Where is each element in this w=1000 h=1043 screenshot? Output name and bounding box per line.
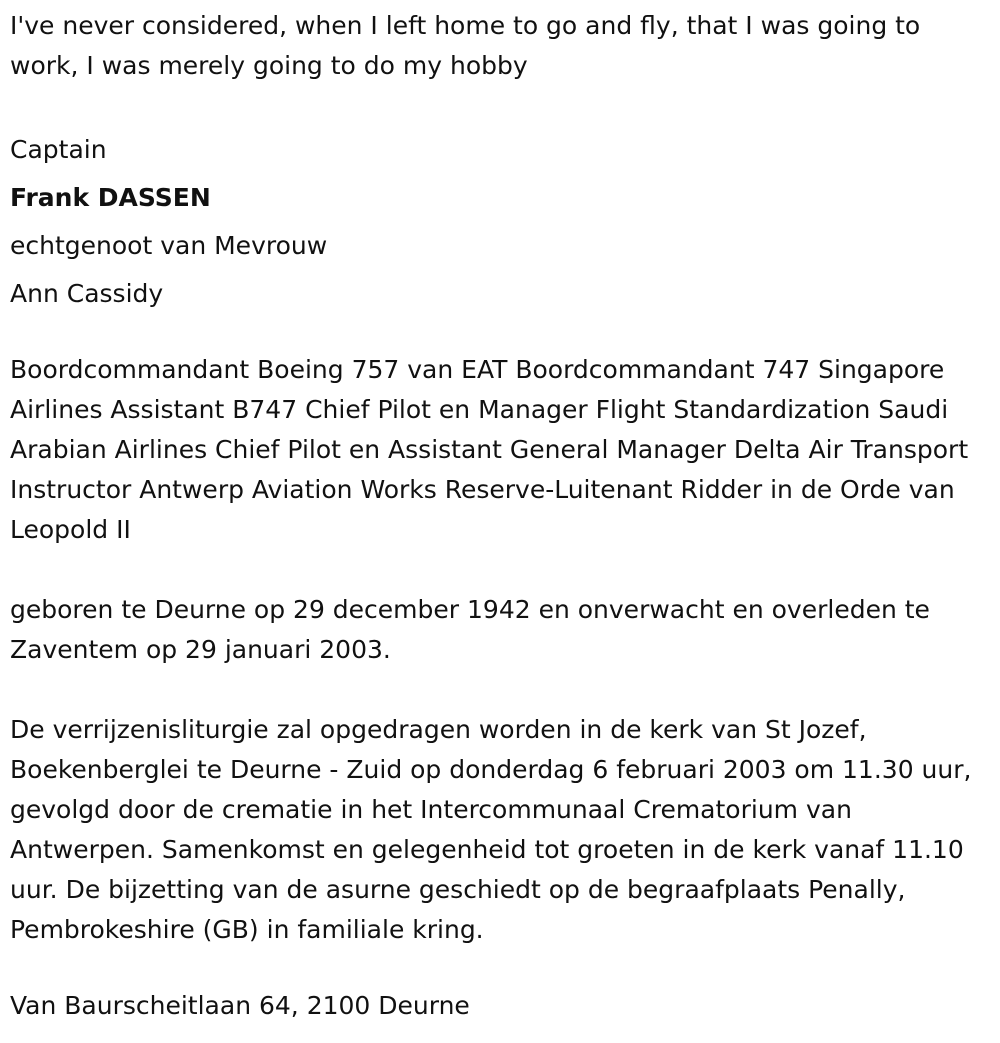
deceased-name: Frank DASSEN <box>10 183 211 212</box>
address-text: Van Baurscheitlaan 64, 2100 Deurne <box>10 991 470 1020</box>
career-text: Boordcommandant Boeing 757 van EAT Boordcommandant 747 Singapore Airlines Assistant B747 Chief Pilot en Manager Flight Standardization Saudi Arabian Airlines Chief Pilot en Assistant General Manager Delta Air Transport Instructor Antwerp Aviation Works Reserve-Luitenant Ridder in de Orde van Leopold II <box>10 355 969 544</box>
birth-death-text: geboren te Deurne op 29 december 1942 en onverwacht en overleden te Zaventem op 29 januari 2003. <box>10 595 930 664</box>
spouse-name: Ann Cassidy <box>10 279 164 308</box>
ceremony-text: De verrijzenisliturgie zal opgedragen worden in de kerk van St Jozef, Boekenberglei te Deurne - Zuid op donderdag 6 februari 2003 om 11.30 uur, gevolgd door de crematie in het Intercommunaal Crematorium van Antwerpen. Samenkomst en gelegenheid tot groeten in de kerk vanaf 11.10 uur. De bijzetting van de asurne geschiedt op de begraafplaats Penally, Pembrokeshire (GB) in familiale kring. <box>10 715 972 944</box>
obituary-notice <box>10 6 995 990</box>
rank-label: Captain <box>10 135 107 164</box>
spouse-intro: echtgenoot van Mevrouw <box>10 231 328 260</box>
quote-text: I've never considered, when I left home to go and fly, that I was going to work, I was merely going to do my hobby <box>10 11 921 80</box>
